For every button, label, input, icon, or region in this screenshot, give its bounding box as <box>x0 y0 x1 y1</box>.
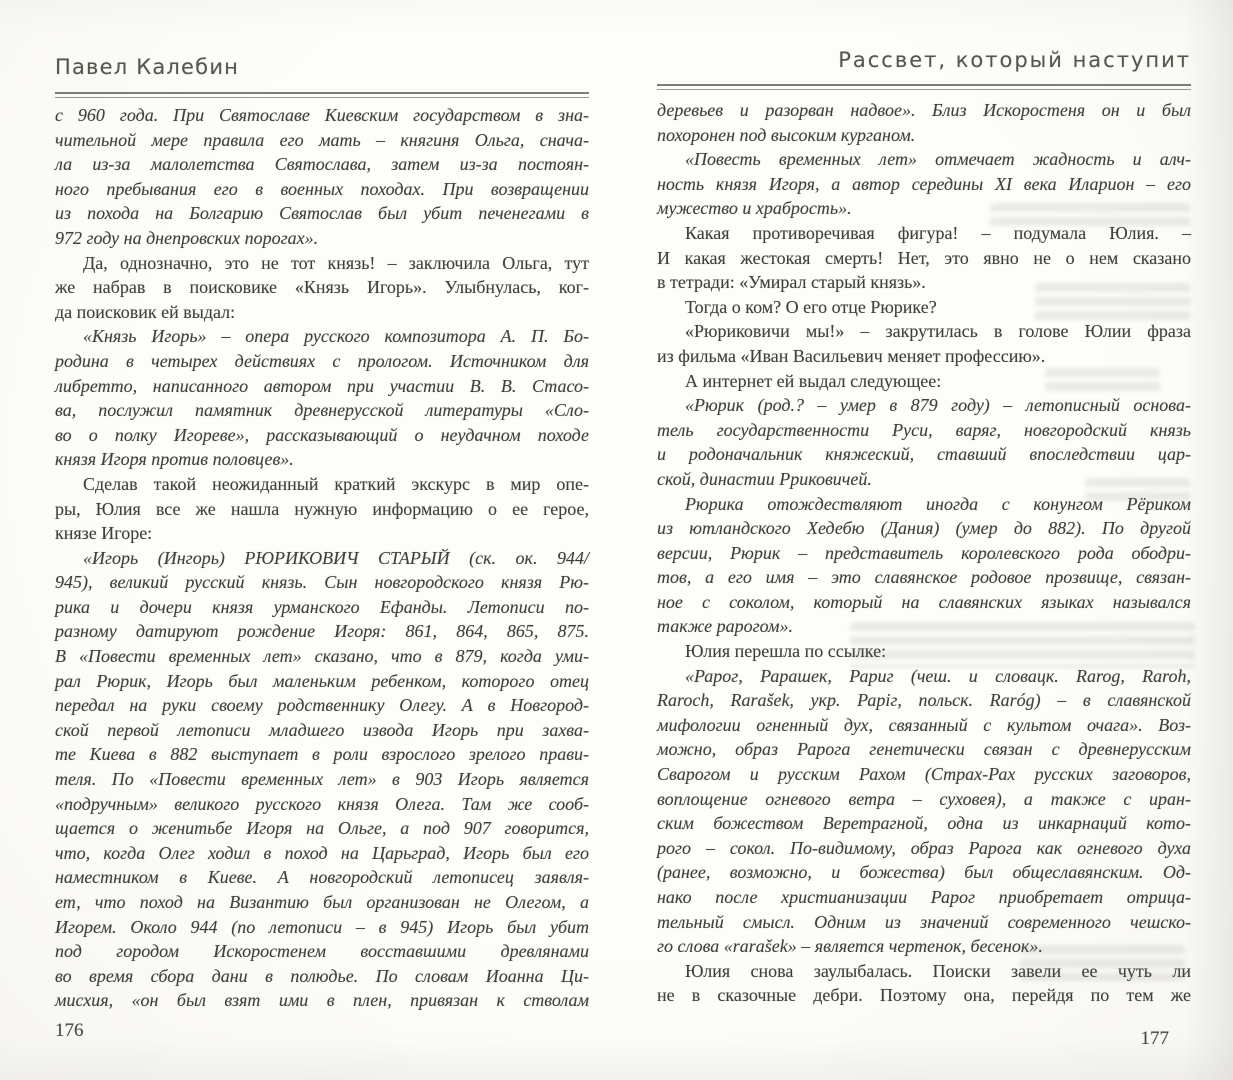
text-line: и родоначальник княжеский, ставший впоследствии цар- <box>657 444 1191 465</box>
text-line: 972 году на днепровских порогах». <box>55 227 319 248</box>
text-line: ской первой летописи младшего извода Игорь при захва- <box>55 719 589 740</box>
text-line: чительной мере правила его мать – княгиня Ольга, снача- <box>55 129 589 150</box>
text-line: что, когда Олег ходил в поход на Царьград, Игорь был его <box>55 842 589 863</box>
text-line: «подручным» великого русского князя Олега. Там же сооб- <box>55 793 589 814</box>
text-line: родина в четырех действиях с прологом. Источником для <box>55 350 589 371</box>
text-line: также рарогом». <box>657 616 793 637</box>
text-line: да поисковик ей выдал: <box>55 301 236 322</box>
text-line: «Игорь (Ингорь) РЮРИКОВИЧ СТАРЫЙ (ск. ок. 944/ <box>83 547 589 568</box>
text-line: же набрав в поисковике «Князь Игорь». Улыбнулась, ког- <box>55 277 589 298</box>
text-line: передал на руки своему родственнику Олегу. А в Новгород- <box>55 695 589 716</box>
text-line: И какая жестокая смерть! Нет, это явно не о нем сказано <box>657 247 1191 268</box>
text-line: го слова «rarašek» – является чертенок, бесенок». <box>657 936 1043 957</box>
text-line: не в сказочные дебри. Поэтому она, перейдя по тем же <box>657 985 1191 1006</box>
text-line: мужество и храбрость». <box>657 198 852 219</box>
text-line: ное с соколом, который на славянских языках назывался <box>657 591 1191 612</box>
text-line: деревьев и разорван надвое». Близ Искоростеня он и был <box>657 100 1191 120</box>
right-running-header: Рассвет, который наступит <box>838 48 1191 72</box>
text-line: те Киева в 882 выступает в роли взрослого зрелого прави- <box>55 744 589 765</box>
text-line: Сварогом и русским Рахом (Страх-Рах русских заговоров, <box>657 764 1191 785</box>
text-line: рика и дочери князя урманского Ефанды. Летописи по- <box>55 596 589 617</box>
text-line: рого – сокол. По-видимому, образ Рарога как огневого духа <box>657 837 1191 858</box>
text-line: воплощение огневого ветра – суховея), а также с иран- <box>657 788 1191 809</box>
left-header-rule <box>55 92 589 98</box>
right-page-number: 177 <box>1140 1028 1169 1049</box>
text-line: тель государственности Руси, варяг, новгородский князь <box>657 419 1191 440</box>
text-line: Какая противоречивая фигура! – подумала Юлия. – <box>685 222 1191 243</box>
text-line: Тогда о ком? О его отце Рюрике? <box>685 296 937 317</box>
right-page-body <box>657 98 1191 1008</box>
text-line: мифологии огненный дух, связанный с культом очага». Воз- <box>657 714 1191 735</box>
text-line: нако после христианизации Рарог приобретает отрица- <box>657 887 1191 907</box>
text-line: Юлия снова заулыбалась. Поиски завели ее чуть ли <box>685 960 1191 981</box>
text-line: наместником в Киеве. А новгородский летописец заявля- <box>55 867 589 888</box>
text-line: ность князя Игоря, а автор середины XI века Иларион – его <box>657 173 1191 194</box>
text-line: теля. По «Повести временных лет» в 903 Игорь является <box>55 769 589 790</box>
page-right <box>657 48 1191 1068</box>
text-line: тов, а его имя – это славянское родовое прозвище, связан- <box>657 567 1191 588</box>
text-line: мисхия, «он был взят ими в плен, привязан к стволам <box>55 990 589 1011</box>
text-line: тельный смысл. Одним из значений современного чешско- <box>657 911 1191 932</box>
text-line: Рюрика отождествляют иногда с конунгом Рёриком <box>685 493 1191 514</box>
text-line: Юлия перешла по ссылке: <box>685 641 887 662</box>
text-line: разному датируют рождение Игоря: 861, 864, 865, 875. <box>55 621 589 642</box>
text-line: Игорем. Около 944 (по летописи – в 945) Игорь был убит <box>55 916 589 937</box>
text-line: А интернет ей выдал следующее: <box>685 370 942 391</box>
text-line: щается о женитьбе Игоря на Ольге, а под 907 говорится, <box>55 818 589 839</box>
text-line: из фильма «Иван Васильевич меняет профессию». <box>657 345 1046 366</box>
left-page-number: 176 <box>55 1020 84 1041</box>
text-line: ским божеством Веретрагной, одна из инкарнаций кото- <box>657 813 1191 834</box>
text-line: из ютландского Хедебю (Дания) (умер до 882). По другой <box>657 518 1191 539</box>
text-line: ва, послужил памятник древнерусской литературы «Сло- <box>55 400 589 421</box>
text-line: ской, династии Рриковичей. <box>657 468 872 489</box>
text-line: Да, однозначно, это не тот князь! – заключила Ольга, тут <box>83 252 589 273</box>
text-line: похоронен под высоким курганом. <box>657 124 916 145</box>
text-line: Сделав такой неожиданный краткий экскурс в мир опе- <box>83 473 589 494</box>
text-line: ры, Юлия все же нашла нужную информацию о ее герое, <box>55 498 589 519</box>
right-header-rule <box>657 84 1191 90</box>
text-line: из похода на Болгарию Святослав был убит печенегами в <box>55 203 589 224</box>
text-line: князе Игоре: <box>55 523 153 544</box>
text-line: ет, что поход на Византию был организован не Олегом, а <box>55 892 589 912</box>
text-line: князя Игоря против половцев». <box>55 449 294 470</box>
left-running-header: Павел Калебин <box>55 55 240 79</box>
text-line: «Повесть временных лет» отмечает жадность и алч- <box>685 149 1191 170</box>
text-line: (ранее, возможно, и божества) был общеславянским. Од- <box>657 862 1191 883</box>
text-line: «Рюрик (род.? – умер в 879 году) – летописный основа- <box>685 395 1191 416</box>
text-line: во время сбора дани в полюдье. По словам Иоанна Ци- <box>55 965 589 986</box>
text-line: «Князь Игорь» – опера русского композитора А. П. Бо- <box>83 326 589 347</box>
text-line: «Рарог, Рарашек, Рариг (чеш. и словацк. Rarog, Raroh, <box>685 665 1191 686</box>
text-line: с 960 года. При Святославе Киевским государством в зна- <box>55 105 589 125</box>
text-line: Raroch, Rarašek, укр. Раріг, польск. Raróg) – в славянской <box>657 690 1191 711</box>
text-line: 945), великий русский князь. Сын новгородского князя Рю- <box>55 572 589 593</box>
text-line: в тетради: «Умирал старый князь». <box>657 272 926 293</box>
left-page-body <box>55 103 589 1013</box>
page-left <box>55 55 589 1065</box>
text-line: во о полку Игореве», рассказывающий о неудачном походе <box>55 424 589 445</box>
text-line: рал Рюрик, Игорь был маленьким ребенком, которого отец <box>55 670 589 691</box>
text-line: под городом Искоростенем восставшими древлянами <box>55 941 589 962</box>
text-line: либретто, написанного автором при участии В. В. Стасо- <box>55 375 589 396</box>
text-line: версии, Рюрик – представитель королевского рода ободри- <box>657 542 1191 563</box>
text-line: «Рюриковичи мы!» – закрутилась в голове Юлии фраза <box>685 321 1191 342</box>
text-line: можно, образ Рарога генетически связан с древнерусским <box>657 739 1191 760</box>
text-line: ного пребывания его в военных походах. При возвращении <box>55 178 589 199</box>
text-line: В «Повести временных лет» сказано, что в 879, когда уми- <box>55 646 589 667</box>
text-line: ла из-за малолетства Святослава, затем из-за постоян- <box>55 154 589 175</box>
